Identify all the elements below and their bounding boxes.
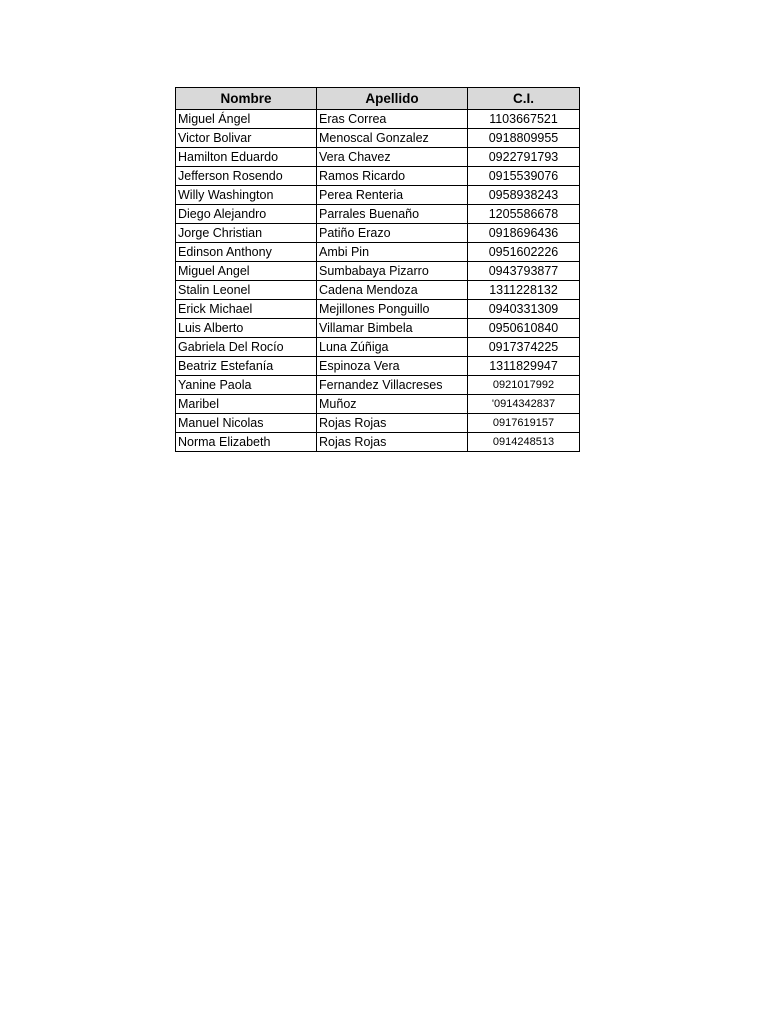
- cell-ci[interactable]: 0917619157: [468, 414, 580, 433]
- cell-ci[interactable]: 1103667521: [468, 110, 580, 129]
- table-row: [176, 395, 580, 414]
- cell-apellido[interactable]: Eras Correa: [317, 110, 468, 129]
- cell-nombre[interactable]: Stalin Leonel: [176, 281, 317, 300]
- cell-nombre[interactable]: Miguel Ángel: [176, 110, 317, 129]
- cell-nombre[interactable]: Manuel Nicolas: [176, 414, 317, 433]
- cell-apellido[interactable]: Ramos Ricardo: [317, 167, 468, 186]
- cell-apellido[interactable]: Perea Renteria: [317, 186, 468, 205]
- table-row: [176, 376, 580, 395]
- cell-ci[interactable]: 1205586678: [468, 205, 580, 224]
- header-row: [176, 88, 580, 110]
- table-row: [176, 414, 580, 433]
- cell-nombre[interactable]: Jefferson Rosendo: [176, 167, 317, 186]
- table-row: [176, 129, 580, 148]
- cell-ci[interactable]: '0914342837: [468, 395, 580, 414]
- cell-apellido[interactable]: Luna Zúñiga: [317, 338, 468, 357]
- cell-ci[interactable]: 0917374225: [468, 338, 580, 357]
- header-nombre[interactable]: Nombre: [176, 88, 317, 110]
- cell-nombre[interactable]: Miguel Angel: [176, 262, 317, 281]
- table-row: [176, 167, 580, 186]
- cell-apellido[interactable]: Patiño Erazo: [317, 224, 468, 243]
- cell-nombre[interactable]: Erick Michael: [176, 300, 317, 319]
- cell-apellido[interactable]: Rojas Rojas: [317, 414, 468, 433]
- cell-apellido[interactable]: Cadena Mendoza: [317, 281, 468, 300]
- table-row: [176, 262, 580, 281]
- cell-ci[interactable]: 0914248513: [468, 433, 580, 452]
- cell-apellido[interactable]: Rojas Rojas: [317, 433, 468, 452]
- table-row: [176, 357, 580, 376]
- cell-apellido[interactable]: Villamar Bimbela: [317, 319, 468, 338]
- cell-nombre[interactable]: Victor Bolivar: [176, 129, 317, 148]
- cell-nombre[interactable]: Jorge Christian: [176, 224, 317, 243]
- table-row: [176, 319, 580, 338]
- cell-apellido[interactable]: Sumbabaya Pizarro: [317, 262, 468, 281]
- cell-nombre[interactable]: Norma Elizabeth: [176, 433, 317, 452]
- cell-nombre[interactable]: Edinson Anthony: [176, 243, 317, 262]
- cell-apellido[interactable]: Mejillones Ponguillo: [317, 300, 468, 319]
- cell-ci[interactable]: 0921017992: [468, 376, 580, 395]
- cell-ci[interactable]: 0950610840: [468, 319, 580, 338]
- table-row: [176, 205, 580, 224]
- cell-ci[interactable]: 0918696436: [468, 224, 580, 243]
- table-row: [176, 281, 580, 300]
- cell-ci[interactable]: 0940331309: [468, 300, 580, 319]
- table-row: [176, 243, 580, 262]
- spreadsheet-region: [175, 87, 580, 452]
- table-row: [176, 433, 580, 452]
- cell-apellido[interactable]: Vera Chavez: [317, 148, 468, 167]
- cell-apellido[interactable]: Parrales Buenaño: [317, 205, 468, 224]
- table-header: [176, 88, 580, 110]
- cell-ci[interactable]: 0951602226: [468, 243, 580, 262]
- cell-apellido[interactable]: Menoscal Gonzalez: [317, 129, 468, 148]
- cell-ci[interactable]: 0958938243: [468, 186, 580, 205]
- table-row: [176, 110, 580, 129]
- cell-nombre[interactable]: Willy Washington: [176, 186, 317, 205]
- table-row: [176, 300, 580, 319]
- cell-ci[interactable]: 0943793877: [468, 262, 580, 281]
- cell-apellido[interactable]: Espinoza Vera: [317, 357, 468, 376]
- table-row: [176, 186, 580, 205]
- cell-ci[interactable]: 0918809955: [468, 129, 580, 148]
- cell-nombre[interactable]: Diego Alejandro: [176, 205, 317, 224]
- header-ci[interactable]: C.I.: [468, 88, 580, 110]
- header-apellido[interactable]: Apellido: [317, 88, 468, 110]
- cell-apellido[interactable]: Fernandez Villacreses: [317, 376, 468, 395]
- cell-nombre[interactable]: Luis Alberto: [176, 319, 317, 338]
- cell-ci[interactable]: 1311829947: [468, 357, 580, 376]
- cell-ci[interactable]: 0915539076: [468, 167, 580, 186]
- cell-apellido[interactable]: Muñoz: [317, 395, 468, 414]
- cell-nombre[interactable]: Beatriz Estefanía: [176, 357, 317, 376]
- table-row: [176, 148, 580, 167]
- table-body: [176, 110, 580, 452]
- people-table: [175, 87, 580, 452]
- cell-nombre[interactable]: Yanine Paola: [176, 376, 317, 395]
- cell-nombre[interactable]: Gabriela Del Rocío: [176, 338, 317, 357]
- cell-nombre[interactable]: Hamilton Eduardo: [176, 148, 317, 167]
- cell-ci[interactable]: 1311228132: [468, 281, 580, 300]
- cell-apellido[interactable]: Ambi Pin: [317, 243, 468, 262]
- table-row: [176, 338, 580, 357]
- table-row: [176, 224, 580, 243]
- cell-ci[interactable]: 0922791793: [468, 148, 580, 167]
- cell-nombre[interactable]: Maribel: [176, 395, 317, 414]
